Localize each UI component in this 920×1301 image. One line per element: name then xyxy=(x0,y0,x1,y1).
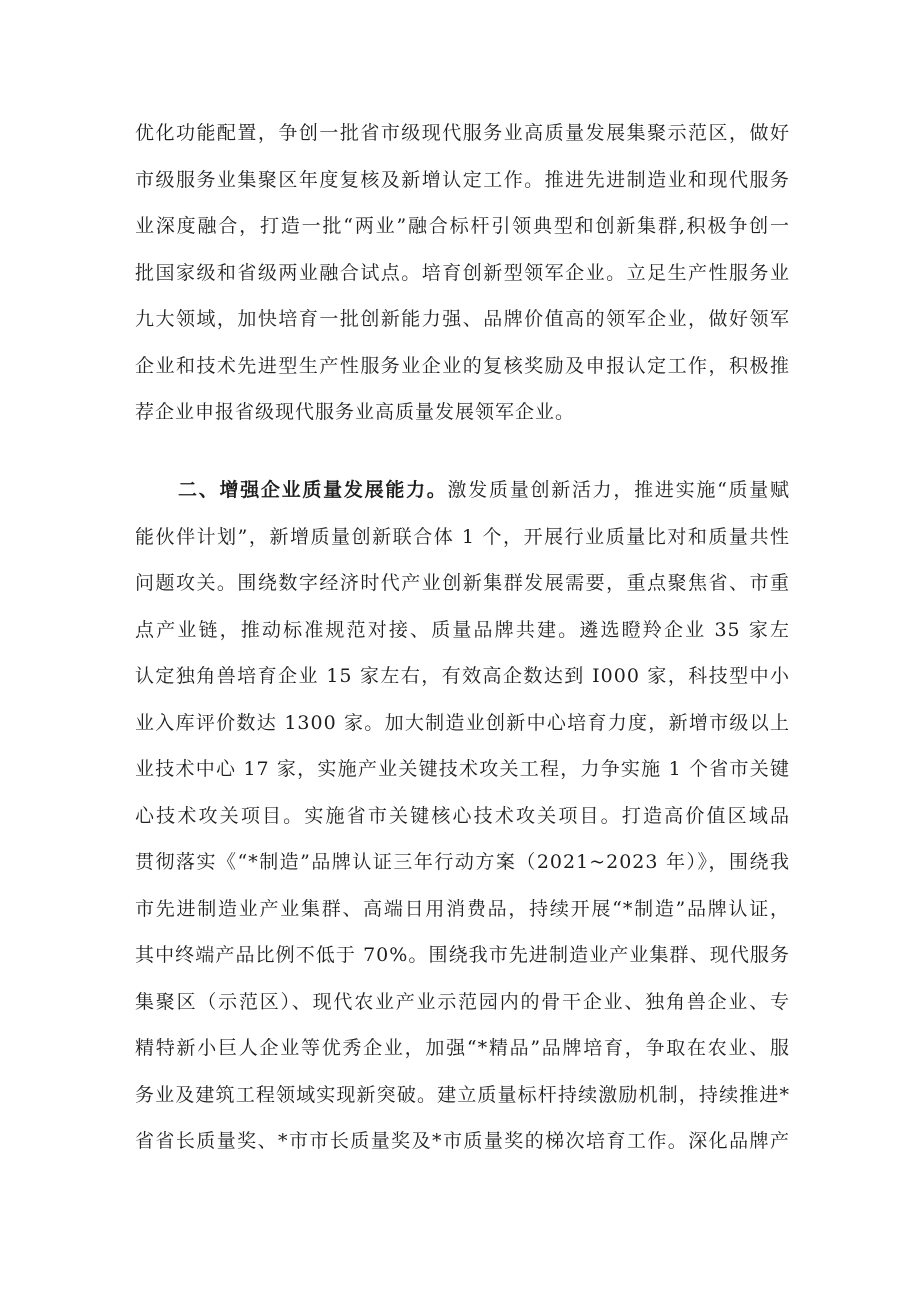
text-line: 优化功能配置，争创一批省市级现代服务业高质量发展集聚示范区，做好 xyxy=(135,122,790,144)
text-line: 集聚区（示范区）、现代农业产业示范园内的骨干企业、独角兽企业、专 xyxy=(135,990,790,1013)
text-line: 其中终端产品比例不低于 70%。围绕我市先进制造业产业集群、现代服务 xyxy=(135,944,790,966)
text-line: 九大领域，加快培育一批创新能力强、品牌价值高的领军企业，做好领军 xyxy=(135,308,790,330)
text-line: 问题攻关。围绕数字经济时代产业创新集群发展需要，重点聚焦省、市重 xyxy=(135,572,790,594)
text-line: 企业和技术先进型生产性服务业企业的复核奖励及申报认定工作，积极推 xyxy=(135,354,790,377)
text-line: 精特新小巨人企业等优秀企业，加强“*精品”品牌培育，争取在农业、服 xyxy=(135,1037,790,1059)
paragraph-1 xyxy=(135,110,790,436)
text-line: 市级服务业集聚区年度复核及新增认定工作。推进先进制造业和现代服务 xyxy=(135,168,790,191)
text-run: 激发质量创新活力，推进实施“质量赋 xyxy=(447,479,790,501)
text-line: 点产业链，推动标准规范对接、质量品牌共建。遴选瞪羚企业 35 家左 xyxy=(135,618,790,641)
text-line: 业深度融合，打造一批“两业”融合标杆引领典型和创新集群,积极争创一 xyxy=(135,215,790,237)
text-line: 荐企业申报省级现代服务业高质量发展领军企业。 xyxy=(135,401,576,423)
text-line: 市先进制造业产业集群、高端日用消费品，持续开展“*制造”品牌认证， xyxy=(135,897,790,920)
text-line: 务业及建筑工程领域实现新突破。建立质量标杆持续激励机制，持续推进* xyxy=(135,1083,790,1106)
text-line: 业入库评价数达 1300 家。加大制造业创新中心培育力度，新增市级以上 xyxy=(135,711,790,734)
text-line: 认定独角兽培育企业 15 家左右，有效高企数达到 I000 家，科技型中小 xyxy=(135,665,790,687)
section-heading: 二、增强企业质量发展能力。 xyxy=(178,479,448,501)
text-line: 批国家级和省级两业融合试点。培育创新型领军企业。立足生产性服务业 xyxy=(135,261,790,284)
text-line: 能伙伴计划”，新增质量创新联合体 1 个，开展行业质量比对和质量共性 xyxy=(135,525,790,548)
paragraph-2 xyxy=(135,467,790,1165)
text-line: 业技术中心 17 家，实施产业关键技术攻关工程，力争实施 1 个省市关键 xyxy=(135,758,790,780)
text-line: 贯彻落实《“*制造”品牌认证三年行动方案（2021~2023 年）》，围绕我 xyxy=(135,851,790,873)
text-line xyxy=(135,467,790,514)
text-line: 省省长质量奖、*市市长质量奖及*市质量奖的梯次培育工作。深化品牌产 xyxy=(135,1130,790,1152)
text-line: 心技术攻关项目。实施省市关键核心技术攻关项目。打造高价值区域品 xyxy=(135,804,790,827)
